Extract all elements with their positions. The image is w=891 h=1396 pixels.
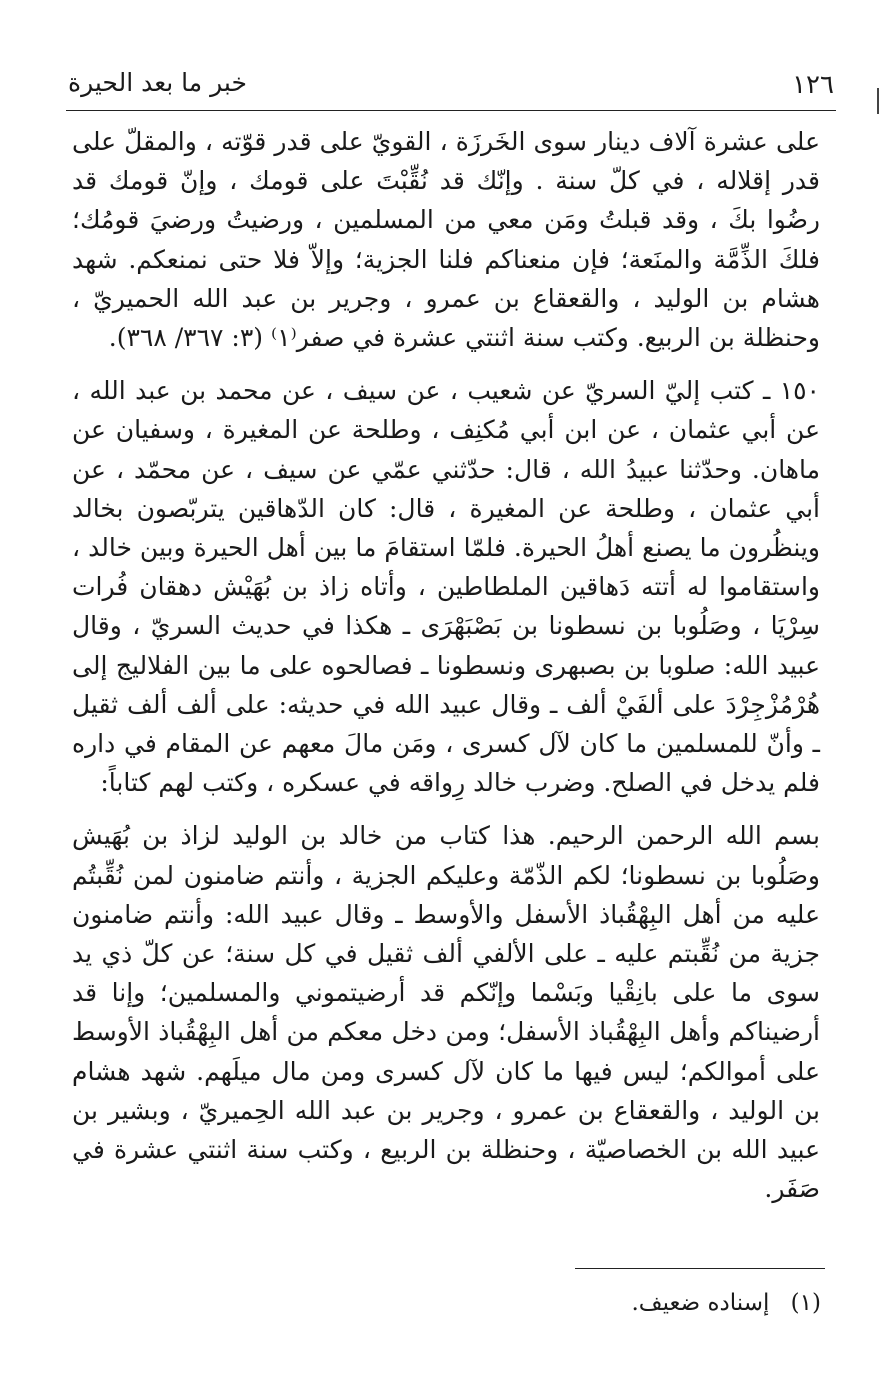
footnote-divider xyxy=(575,1268,825,1269)
footnote-marker: (١) xyxy=(790,1290,821,1316)
paragraph-2: ١٥٠ ـ كتب إليّ السريّ عن شعيب ، عن سيف ، عن محمد بن عبد الله ، عن أبي عثمان ، عن ابن أبي مُكنِف ، وطلحة عن المغيرة ، وسفيان عن ماهان. وحدّثنا عبيدُ الله ، قال: حدّثني عمّي عن سيف ، عن محمّد ، عن أبي عثمان ، وطلحة عن المغيرة ، قال: كان الدّهاقين يتربّصون بخالد وينظُرون ما يصنع أهلُ الحيرة. فلمّا استقامَ ما بين أهل الحيرة وبين خالد ، واستقاموا له أتته دَهاقين الملطاطين ، وأتاه زاذ بن بُهَيْش دهقان فُرات سِرْيَا ، وصَلُوبا بن نسطونا بن بَصْبَهْرَى ـ هكذا في حديث السريّ ، وقال عبيد الله: صلوبا بن بصبهرى ونسطونا ـ فصالحوه على ما بين الفلاليج إلى هُرْمُزْجِرْدَ على ألفَيْ ألف ـ وقال عبيد الله في حديثه: على ألف ألف ثقيل ـ وأنّ للمسلمين ما كان لآل كسرى ، ومَن مالَ معهم عن المقام في داره فلم يدخل في الصلح. وضرب خالد رِواقه في عسكره ، وكتب لهم كتاباً: xyxy=(72,376,820,798)
running-title: خبر ما بعد الحيرة xyxy=(68,68,247,97)
header-divider xyxy=(66,110,836,111)
main-text xyxy=(72,122,820,1208)
paragraph-1: على عشرة آلاف دينار سوى الخَرزَة ، القويّ على قدر قوّته ، والمقلّ على قدر إقلاله ، في كلّ سنة . وإنّك قد نُقِّبْتَ على قومك ، وإنّ قومك قد رضُوا بكَ ، وقد قبلتُ ومَن معي من المسلمين ، ورضيتُ ورضيَ قومُك؛ فلكَ الذِّمَّة والمنَعة؛ فإن منعناكم فلنا الجزية؛ وإلاّ فلا حتى نمنعكم. شهد هشام بن الوليد ، والقعقاع بن عمرو ، وجرير بن عبد الله الحميريّ ، وحنظلة بن الربيع. وكتب سنة اثنتي عشرة في صفر⁽١⁾ (٣: ٣٦٧/ ٣٦٨). xyxy=(72,127,820,353)
page-number: ١٢٦ xyxy=(792,70,834,100)
margin-mark xyxy=(877,88,879,114)
paragraph-3: بسم الله الرحمن الرحيم. هذا كتاب من خالد بن الوليد لزاذ بن بُهَيش وصَلُوبا بن نسطونا؛ لكم الذّمّة وعليكم الجزية ، وأنتم ضامنون لمن نُقِّبتُم عليه من أهل البِهْقُباذ الأسفل والأوسط ـ وقال عبيد الله: وأنتم ضامنون جزية من نُقِّبتم عليه ـ على الألفي ألف ثقيل في كل سنة؛ عن كلّ ذي يد سوى ما على بانِقْيا وبَسْما وإنّكم قد أرضيتموني والمسلمين؛ وإنا قد أرضيناكم وأهل البِهْقُباذ الأسفل؛ ومن دخل معكم من أهل البِهْقُباذ الأوسط على أموالكم؛ ليس فيها ما كان لآل كسرى ومن مال ميلَهم. شهد هشام بن الوليد ، والقعقاع بن عمرو ، وجرير بن عبد الله الحِميريّ ، وبشير بن عبيد الله بن الخصاصيّة ، وحنظلة بن الربيع ، وكتب سنة اثنتي عشرة في صَفَر. xyxy=(72,821,820,1204)
footnote xyxy=(121,1286,821,1320)
page-header xyxy=(66,66,846,106)
footnote-text: إسناده ضعيف. xyxy=(631,1290,770,1316)
